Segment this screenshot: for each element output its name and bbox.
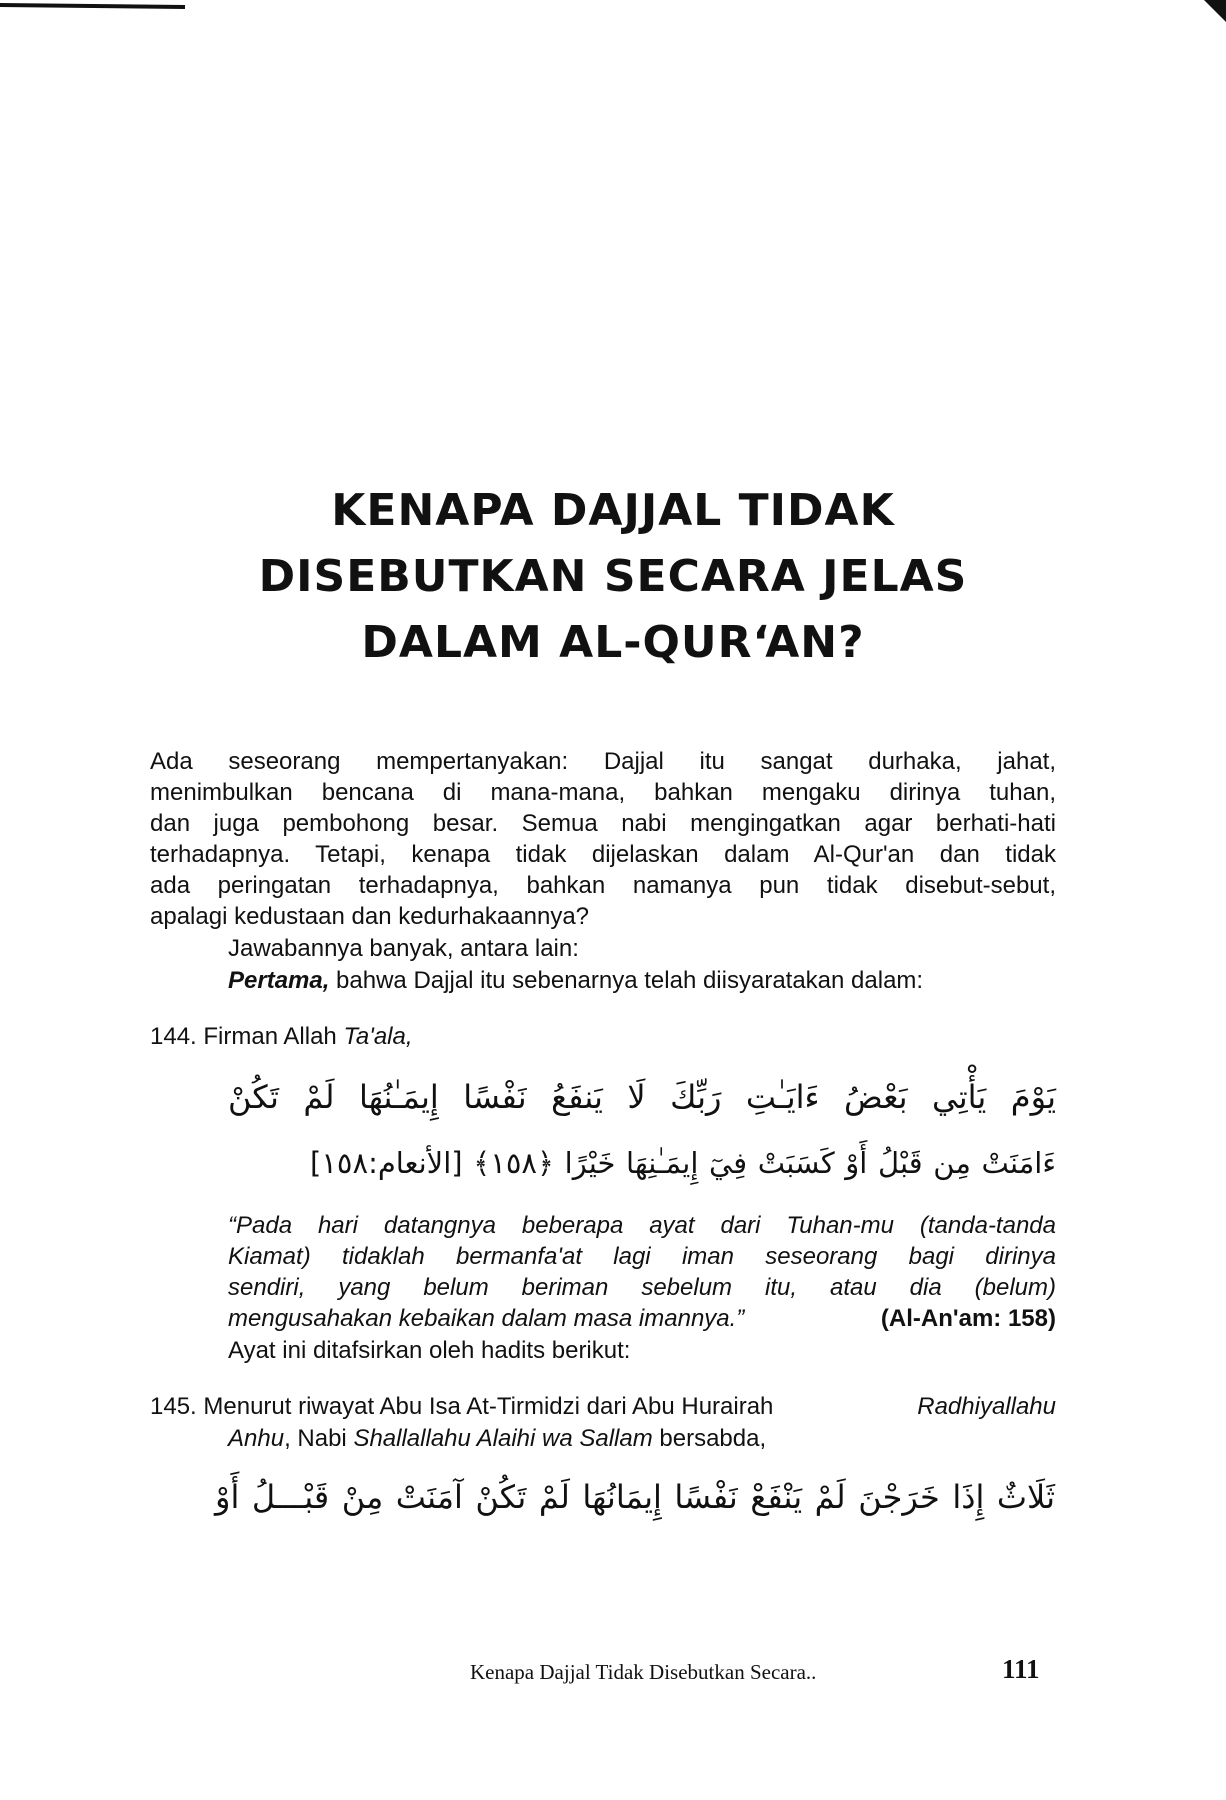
quran-verse-line: يَوْمَ يَأْتِي بَعْضُ ءَايَـٰتِ رَبِّكَ لَا يَنفَعُ نَفْسًا إِيمَـٰنُهَا لَمْ تَكُنْ: [228, 1078, 1056, 1116]
item-text-italic: Ta'ala,: [343, 1023, 413, 1050]
title-line: KENAPA DAJJAL TIDAK: [331, 485, 895, 536]
italic-text: Anhu: [228, 1425, 285, 1452]
decorative-rule: [0, 3, 185, 9]
paragraph-line: Ada seseorang mempertanyakan: Dajjal itu sangat durhaka, jahat,: [150, 748, 1056, 775]
item-text: Menurut riwayat Abu Isa At-Tirmidzi dari Abu Hurairah: [196, 1393, 774, 1420]
page-number: 111: [1002, 1654, 1040, 1684]
first-label: Pertama,: [228, 967, 330, 994]
paragraph-line: ada peringatan terhadapnya, bahkan namanya pun tidak disebut-sebut,: [150, 872, 1056, 899]
running-footer: Kenapa Dajjal Tidak Disebutkan Secara..: [470, 1660, 817, 1684]
item-number: 144.: [150, 1023, 197, 1050]
item-text: Firman Allah: [196, 1023, 344, 1050]
translation-line: sendiri, yang belum beriman sebelum itu, atau dia (belum): [228, 1274, 1056, 1301]
paragraph-line: dan juga pembohong besar. Semua nabi mengingatkan agar berhati-hati: [150, 810, 1056, 837]
hadith-line: ثَلَاثٌ إِذَا خَرَجْنَ لَمْ يَنْفَعْ نَفْسًا إِيمَانُهَا لَمْ تَكُنْ آمَنَتْ مِنْ قَبْـــلُ أَوْ: [215, 1478, 1055, 1516]
paragraph-line: apalagi kedustaan dan kedurhakaannya?: [150, 903, 590, 930]
item-145-line: [228, 1425, 766, 1453]
quran-verse-line: ءَامَنَتْ مِن قَبْلُ أَوْ كَسَبَتْ فِيٓ إِيمَـٰنِهَا خَيْرًا ﴿١٥٨﴾ [الأنعام:١٥٨]: [310, 1146, 1056, 1180]
paragraph-line: terhadapnya. Tetapi, kenapa tidak dijelaskan dalam Al-Qur'an dan tidak: [150, 841, 1056, 868]
item-144-heading: [150, 1023, 413, 1051]
first-text: bahwa Dajjal itu sebenarnya telah diisyaratakan dalam:: [329, 967, 924, 994]
translation-line: “Pada hari datangnya beberapa ayat dari Tuhan-mu (tanda-tanda: [228, 1212, 1056, 1239]
title-line: DISEBUTKAN SECARA JELAS: [258, 551, 968, 602]
page-corner-mark: [1204, 0, 1226, 22]
translation-text: mengusahakan kebaikan dalam masa imannya.”: [228, 1305, 745, 1332]
title-line: DALAM AL-QUR‘AN?: [361, 617, 865, 668]
item-145-line: [150, 1393, 1056, 1421]
first-point: [228, 967, 923, 995]
paragraph-line: menimbulkan bencana di mana-mana, bahkan mengaku dirinya tuhan,: [150, 779, 1056, 806]
verse-reference: (Al-An'am: 158): [880, 1305, 1056, 1332]
translation-line: Kiamat) tidaklah bermanfa'at lagi iman seseorang bagi dirinya: [228, 1243, 1056, 1270]
text: bersabda,: [652, 1425, 767, 1452]
answer-intro: Jawabannya banyak, antara lain:: [228, 935, 579, 962]
note: Ayat ini ditafsirkan oleh hadits berikut:: [228, 1337, 631, 1364]
chapter-title: [0, 478, 1226, 676]
translation-line: [228, 1305, 1056, 1333]
item-number: 145.: [150, 1393, 197, 1420]
item-text-italic: Radhiyallahu: [917, 1393, 1056, 1420]
text: , Nabi: [284, 1425, 354, 1452]
italic-text: Shallallahu Alaihi wa Sallam: [353, 1425, 653, 1452]
